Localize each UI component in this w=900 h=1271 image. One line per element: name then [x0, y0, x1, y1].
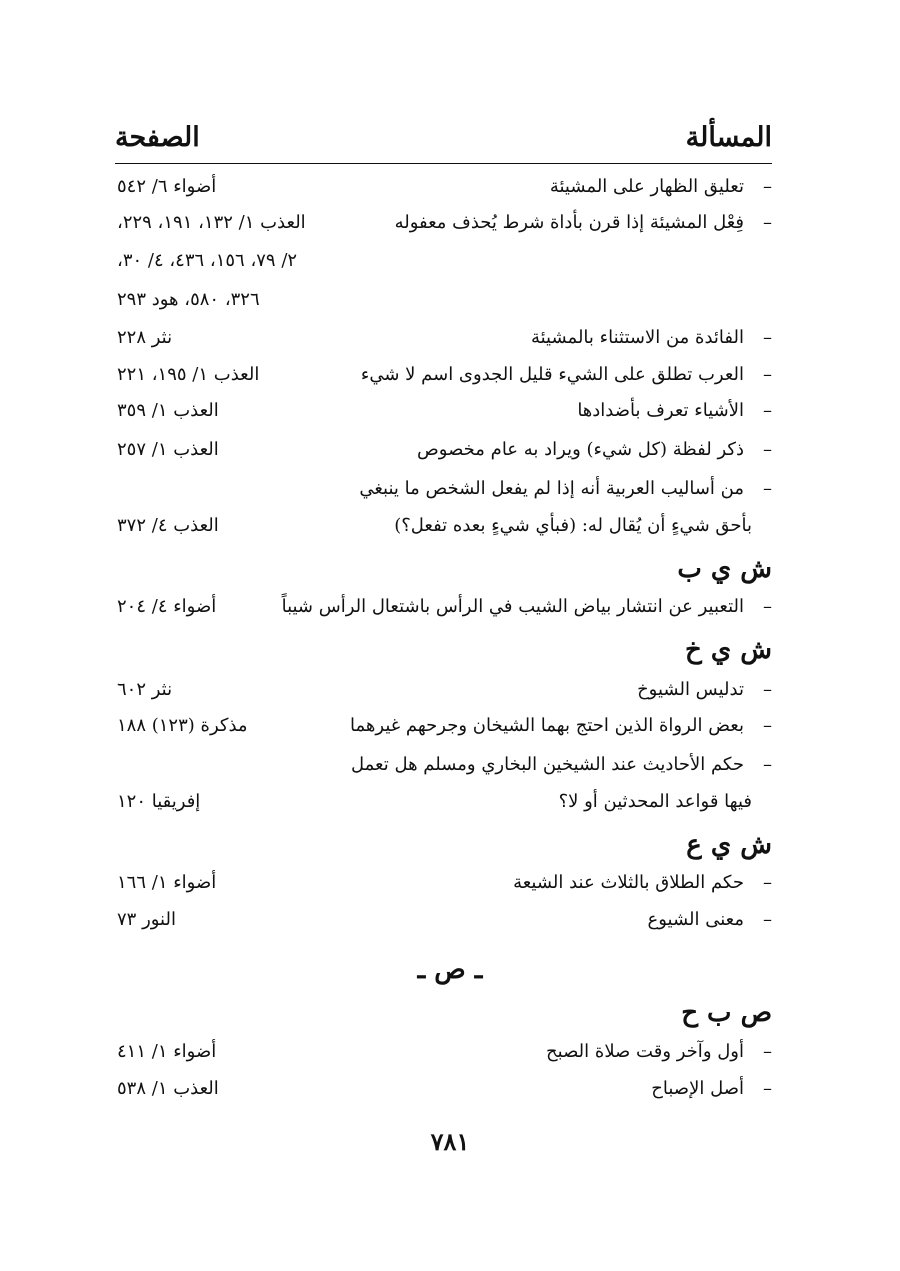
- entry-dash: –: [763, 679, 772, 700]
- table-header: [115, 118, 772, 162]
- entry-dash: –: [763, 1078, 772, 1099]
- entry-question: العرب تطلق على الشيء قليل الجدوى اسم لا شيء: [360, 364, 744, 385]
- entry-dash: –: [763, 327, 772, 348]
- entry-reference: نثر ٢٢٨: [117, 327, 173, 348]
- entry-reference: إفريقيا ١٢٠: [117, 791, 201, 812]
- entry-dash: –: [763, 439, 772, 460]
- entry-dash: –: [763, 400, 772, 421]
- entry-reference: العذب ١/ ٢٥٧: [117, 439, 219, 460]
- entry-dash: –: [763, 715, 772, 736]
- entry-reference: نثر ٦٠٢: [117, 679, 173, 700]
- section-heading: ش ي ب: [677, 554, 772, 584]
- entry-reference-line-1: العذب ١/ ١٣٢، ١٩١، ٢٢٩،: [117, 212, 306, 233]
- entry-question: حكم الطلاق بالثلاث عند الشيعة: [513, 872, 744, 893]
- page-number: ٧٨١: [430, 1127, 470, 1156]
- entry-dash: –: [763, 754, 772, 775]
- header-divider: [115, 163, 772, 164]
- entry-reference: العذب ١/ ١٩٥، ٢٢١: [117, 364, 260, 385]
- entry-dash: –: [763, 212, 772, 233]
- entry-reference: أضواء ٦/ ٥٤٢: [117, 176, 217, 197]
- entry-dash: –: [763, 872, 772, 893]
- entry-question: التعبير عن انتشار بياض الشيب في الرأس باشتعال الرأس شيباً: [281, 596, 744, 617]
- entry-reference: العذب ٤/ ٣٧٢: [117, 515, 219, 536]
- section-heading: ش ي ع: [686, 830, 772, 860]
- entry-question-line-2: بأحق شيءٍ أن يُقال له: (فبأي شيءٍ بعده تفعل؟): [394, 515, 752, 536]
- letter-divider: ـ ص ـ: [417, 955, 483, 985]
- entry-reference-line-3: ٣٢٦، ٥٨٠، هود ٢٩٣: [117, 289, 260, 310]
- entry-dash: –: [763, 909, 772, 930]
- entry-question: ذكر لفظة (كل شيء) ويراد به عام مخصوص: [417, 439, 744, 460]
- section-heading: ش ي خ: [685, 635, 772, 665]
- question-column-header: المسألة: [685, 122, 772, 153]
- entry-reference: أضواء ١/ ١٦٦: [117, 872, 217, 893]
- entry-question-line-1: حكم الأحاديث عند الشيخين البخاري ومسلم هل تعمل: [350, 754, 744, 775]
- entry-question: أول وآخر وقت صلاة الصبح: [546, 1041, 744, 1062]
- entry-dash: –: [763, 1041, 772, 1062]
- entry-question: معنى الشيوع: [647, 909, 744, 930]
- entry-question: تعليق الظهار على المشيئة: [549, 176, 744, 197]
- entry-question: تدليس الشيوخ: [637, 679, 744, 700]
- section-heading: ص ب ح: [681, 998, 772, 1028]
- entry-question: الفائدة من الاستثناء بالمشيئة: [530, 327, 744, 348]
- entry-question: فِعْل المشيئة إذا قرن بأداة شرط يُحذف معفوله: [394, 212, 744, 233]
- entry-question: الأشياء تعرف بأضدادها: [577, 400, 744, 421]
- entry-question: أصل الإصباح: [651, 1078, 744, 1099]
- entry-reference: مذكرة (١٢٣) ١٨٨: [117, 715, 248, 736]
- entry-dash: –: [763, 364, 772, 385]
- entry-reference: أضواء ٤/ ٢٠٤: [117, 596, 217, 617]
- entry-question: بعض الرواة الذين احتج بهما الشيخان وجرحهم غيرهما: [350, 715, 744, 736]
- entry-reference: النور ٧٣: [117, 909, 176, 930]
- entry-reference: العذب ١/ ٥٣٨: [117, 1078, 219, 1099]
- entry-reference-line-2: ٢/ ٧٩، ١٥٦، ٤٣٦، ٤/ ٣٠،: [117, 250, 298, 271]
- entry-dash: –: [763, 176, 772, 197]
- entry-question-line-1: من أساليب العربية أنه إذا لم يفعل الشخص ما ينبغي: [359, 478, 744, 499]
- entry-reference: أضواء ١/ ٤١١: [117, 1041, 217, 1062]
- entry-question-line-2: فيها قواعد المحدثين أو لا؟: [558, 791, 752, 812]
- entry-reference: العذب ١/ ٣٥٩: [117, 400, 219, 421]
- page-column-header: الصفحة: [115, 122, 200, 153]
- entry-dash: –: [763, 478, 772, 499]
- entry-dash: –: [763, 596, 772, 617]
